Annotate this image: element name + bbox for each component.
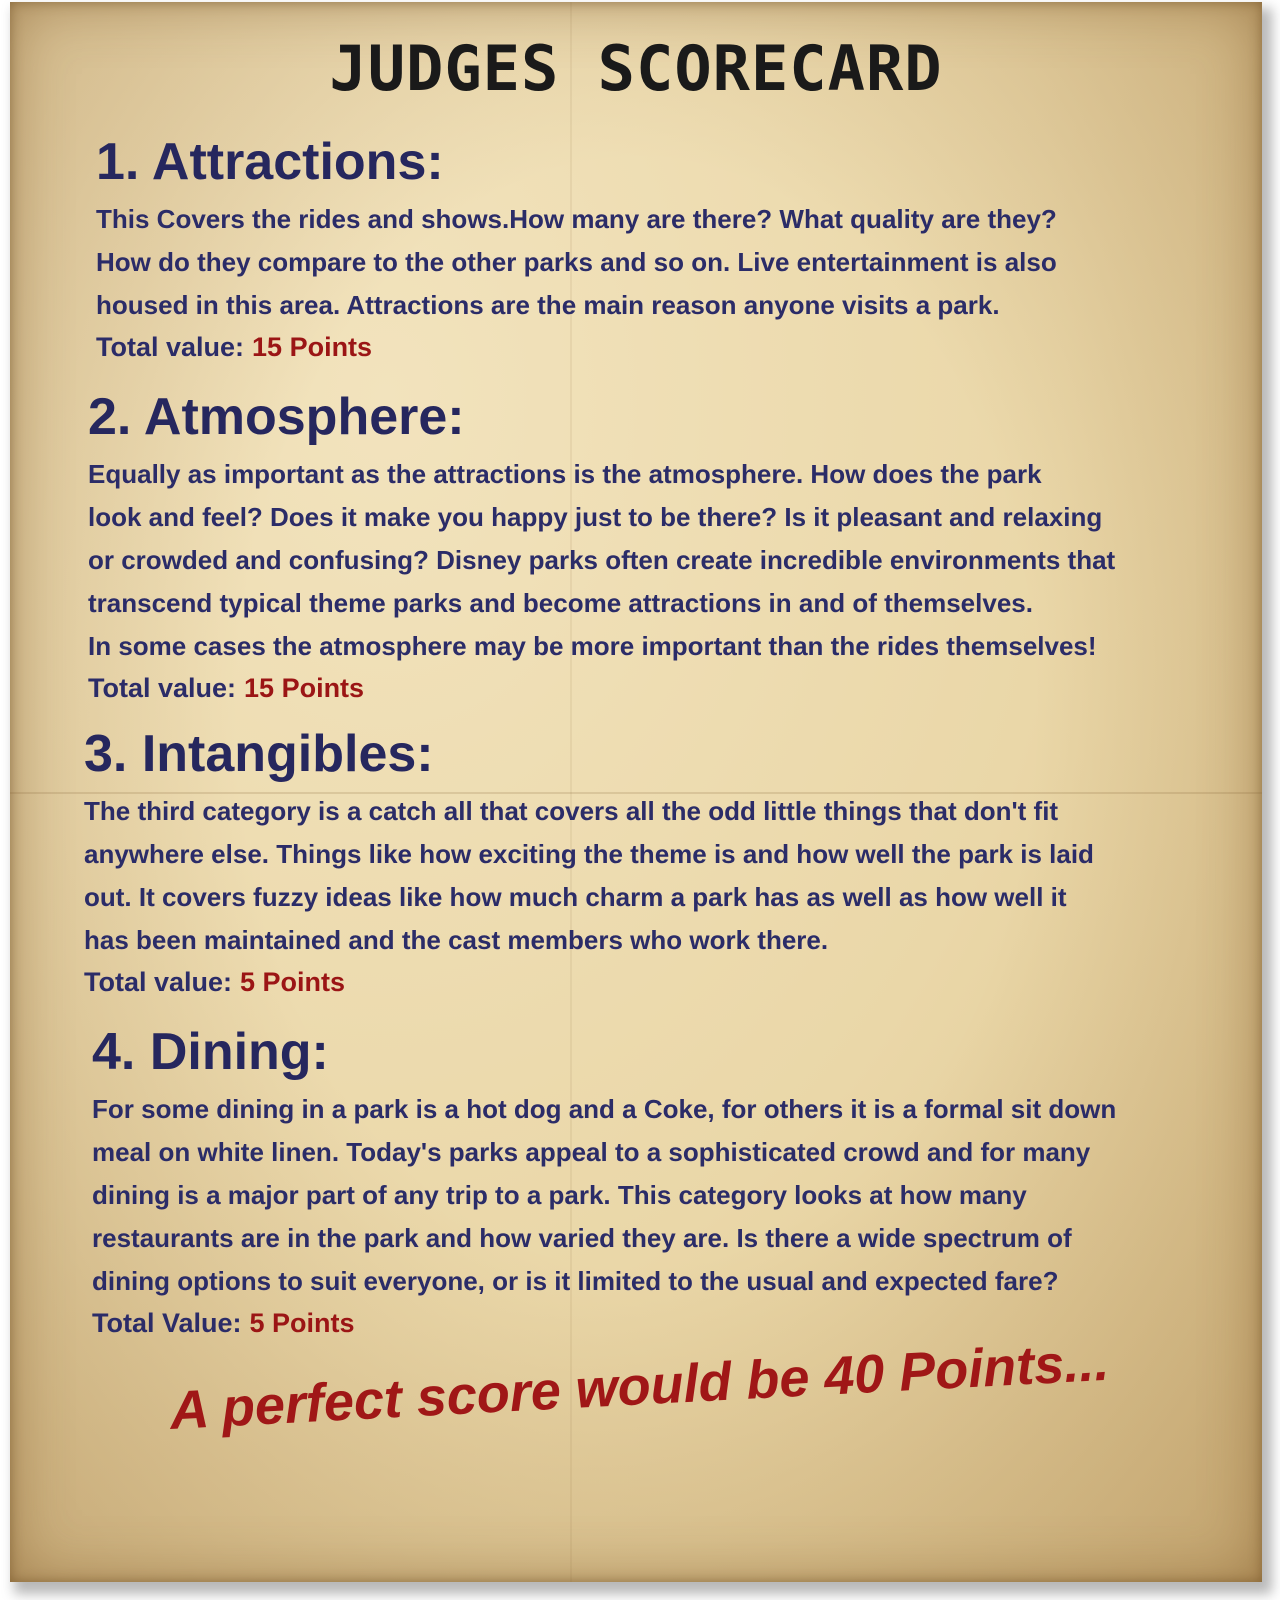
section-heading: 4. Dining: <box>92 1023 329 1081</box>
total-label: Total Value: <box>92 1308 242 1338</box>
points-value: 15 Points <box>252 332 373 362</box>
section-intangibles <box>84 724 1204 1002</box>
section-line: or crowded and confusing? Disney parks often create incredible environments that <box>88 545 1116 575</box>
section-heading: 3. Intangibles: <box>84 725 434 783</box>
section-line: dining is a major part of any trip to a park. This category looks at how many <box>92 1180 1027 1210</box>
section-line: has been maintained and the cast members who work there. <box>84 925 829 955</box>
total-label: Total value: <box>84 967 233 997</box>
section-dining <box>92 1022 1212 1343</box>
section-line: This Covers the rides and shows.How many are there? What quality are they? <box>96 204 1057 234</box>
section-line: How do they compare to the other parks and so on. Live entertainment is also <box>96 247 1057 277</box>
section-line: dining options to suit everyone, or is it limited to the usual and expected fare? <box>92 1266 1059 1296</box>
points-value: 15 Points <box>244 673 365 703</box>
section-line: The third category is a catch all that covers all the odd little things that don't fit <box>84 796 1059 826</box>
section-heading: 1. Attractions: <box>96 133 444 191</box>
section-line: In some cases the atmosphere may be more important than the rides themselves! <box>88 631 1097 661</box>
total-value <box>96 327 1216 367</box>
points-value: 5 Points <box>249 1308 355 1338</box>
total-label: Total value: <box>88 673 237 703</box>
points-value: 5 Points <box>240 967 346 997</box>
section-line: meal on white linen. Today's parks appeal to a sophisticated crowd and for many <box>92 1137 1091 1167</box>
total-value <box>88 668 1208 708</box>
section-line: housed in this area. Attractions are the main reason anyone visits a park. <box>96 290 1000 320</box>
perfect-score-note: A perfect score would be 40 Points... <box>168 1331 1111 1441</box>
total-label: Total value: <box>96 332 245 362</box>
section-line: transcend typical theme parks and become attractions in and of themselves. <box>88 588 1033 618</box>
section-atmosphere <box>88 387 1208 708</box>
section-line: Equally as important as the attractions is the atmosphere. How does the park <box>88 459 1042 489</box>
section-line: look and feel? Does it make you happy just to be there? Is it pleasant and relaxing <box>88 502 1103 532</box>
section-heading: 2. Atmosphere: <box>88 388 465 446</box>
total-value <box>84 962 1204 1002</box>
section-line: anywhere else. Things like how exciting the theme is and how well the park is laid <box>84 839 1094 869</box>
section-line: restaurants are in the park and how varied they are. Is there a wide spectrum of <box>92 1223 1072 1253</box>
section-line: out. It covers fuzzy ideas like how much charm a park has as well as how well it <box>84 882 1067 912</box>
section-line: For some dining in a park is a hot dog and a Coke, for others it is a formal sit down <box>92 1094 1117 1124</box>
page-title: JUDGES SCORECARD <box>329 32 943 105</box>
section-attractions <box>96 132 1216 367</box>
scorecard-paper <box>10 2 1262 1582</box>
